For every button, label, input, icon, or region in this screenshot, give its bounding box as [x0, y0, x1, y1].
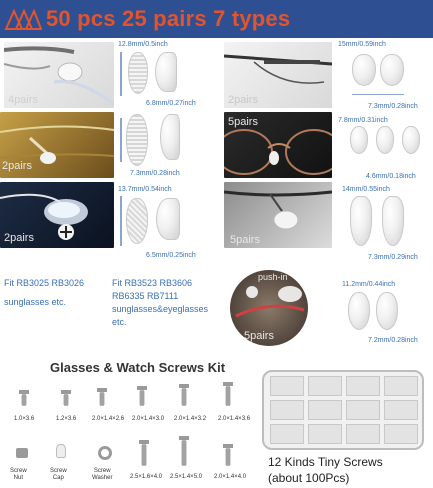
nose-pad-side [160, 114, 180, 160]
push-in-label: push-in [258, 272, 288, 282]
push-in-pad-photo [230, 270, 308, 346]
box-compartment [346, 400, 380, 420]
screw-size-label: 2.0×1.4×3.0 [132, 416, 165, 422]
nose-pad-front [126, 198, 148, 244]
glasses-photo-1 [4, 42, 114, 108]
nose-pad-front [126, 114, 148, 166]
box-compartment [308, 376, 342, 396]
dimension-label: 11.2mm/0.44inch [342, 281, 396, 288]
screw-part-label [92, 468, 112, 482]
pairs-count-label: 5pairs [244, 330, 274, 342]
screw-cap-icon [56, 444, 66, 458]
box-compartment [346, 376, 380, 396]
page-title: 50 pcs 25 pairs 7 types [46, 6, 291, 31]
pairs-count-label: 2pairs [228, 94, 258, 106]
screw-kinds-caption [268, 455, 383, 486]
nose-pad-front [380, 54, 404, 86]
fit-compatibility-right [112, 277, 208, 329]
nose-pad-front [382, 196, 404, 246]
nose-pad-front [402, 126, 420, 154]
screws-kit-title: Glasses & Watch Screws Kit [50, 360, 226, 375]
nose-pad-front [128, 52, 148, 94]
dimension-label: 14mm/0.55inch [342, 186, 390, 193]
screw-size-label: 2.0×1.4×2.6 [92, 416, 125, 422]
pairs-count-label: 2pairs [2, 160, 32, 172]
box-compartment [384, 376, 418, 396]
screw-part-line: Washer [92, 475, 113, 482]
screw-icon [18, 390, 30, 411]
dimension-bar [120, 52, 122, 96]
screw-kinds-line: 12 Kinds Tiny Screws [268, 455, 383, 469]
fit-line: sunglasses etc. [4, 297, 67, 308]
screw-size-label: 1.2×3.6 [56, 416, 77, 422]
dimension-label: 13.7mm/0.54inch [118, 186, 172, 193]
dimension-label: 15mm/0.59inch [338, 41, 386, 48]
glasses-photo-4 [224, 112, 332, 178]
glasses-photo-6 [224, 182, 332, 248]
screw-part-label [10, 468, 27, 482]
nose-pad-side [155, 52, 177, 92]
screw-size-label: 2.5×1.6×4.0 [130, 474, 163, 480]
nose-pad-front [352, 54, 376, 86]
dimension-label: 6.8mm/0.27inch [146, 100, 196, 107]
screw-storage-box [262, 370, 424, 450]
dimension-label: 12.8mm/0.5inch [118, 41, 168, 48]
nose-pad-front [348, 292, 370, 330]
nose-pad-front [350, 126, 368, 154]
dimension-label: 7.2mm/0.28inch [368, 337, 418, 344]
pairs-count-label: 5pairs [230, 234, 260, 246]
pairs-count-label: 2pairs [4, 232, 34, 244]
pairs-count-label: 5pairs [228, 116, 258, 128]
screw-part-line: Screw [93, 468, 111, 474]
glasses-photo-5 [0, 182, 114, 248]
box-compartment [270, 424, 304, 444]
dimension-bar [120, 118, 122, 162]
box-compartment [308, 424, 342, 444]
box-compartment [308, 400, 342, 420]
dimension-label: 7.3mm/0.29inch [368, 254, 418, 261]
fit-line: Fit RB3523 RB3606 [112, 278, 193, 288]
nose-pad-side [156, 198, 180, 240]
nose-pad-front [376, 292, 398, 330]
dimension-label: 4.6mm/0.18inch [366, 173, 416, 180]
header-banner [0, 0, 433, 38]
glasses-photo-2 [224, 42, 332, 108]
screw-size-label: 2.0×1.4×3.2 [174, 416, 207, 422]
fit-compatibility-left [4, 277, 84, 309]
box-compartment [346, 424, 380, 444]
screw-icon [178, 384, 190, 411]
pairs-count-label: 4pairs [8, 94, 38, 106]
screw-icon [138, 440, 150, 471]
dimension-label: 6.5mm/0.25inch [146, 252, 196, 259]
dimension-bar [352, 94, 404, 95]
screw-icon [96, 388, 108, 411]
box-compartment [384, 424, 418, 444]
screw-part-line: Cap [52, 475, 64, 482]
fit-line: sunglasses&eyeglasses [112, 304, 209, 315]
fit-line: RB6335 RB7111 [112, 291, 179, 302]
screw-part-line: Nut [13, 475, 23, 482]
nose-pad-front [350, 196, 372, 246]
screw-size-label: 2.5×1.4×5.0 [170, 474, 203, 480]
triangle-logo-icon [4, 6, 42, 32]
fit-line: Fit RB3025 RB3026 [4, 278, 85, 288]
dimension-bar [120, 196, 122, 246]
dimension-label: 7.8mm/0.31inch [338, 117, 388, 124]
screw-icon [178, 436, 190, 471]
screw-icon [60, 390, 72, 411]
dimension-label: 7.3mm/0.28inch [130, 170, 180, 177]
screw-size-label: 1.0×3.6 [14, 416, 35, 422]
screw-size-label: 2.0×1.4×3.6 [218, 416, 251, 422]
screw-size-label: 2.0×1.4×4.0 [214, 474, 247, 480]
screw-washer-icon [98, 446, 112, 460]
screw-icon [222, 382, 234, 411]
glasses-photo-3 [0, 112, 114, 178]
nose-pad-front [376, 126, 394, 154]
screw-part-line: Screw [50, 468, 67, 474]
screw-part-label [50, 468, 67, 482]
dimension-label: 7.3mm/0.28inch [368, 103, 418, 110]
box-compartment [270, 400, 304, 420]
screw-icon [222, 444, 234, 471]
screw-nut-icon [16, 448, 28, 458]
fit-line: etc. [112, 317, 127, 328]
screw-kinds-line: (about 100Pcs) [268, 470, 350, 485]
box-compartment [384, 400, 418, 420]
box-compartment [270, 376, 304, 396]
screw-icon [136, 386, 148, 411]
screw-part-line: Screw [10, 468, 27, 474]
